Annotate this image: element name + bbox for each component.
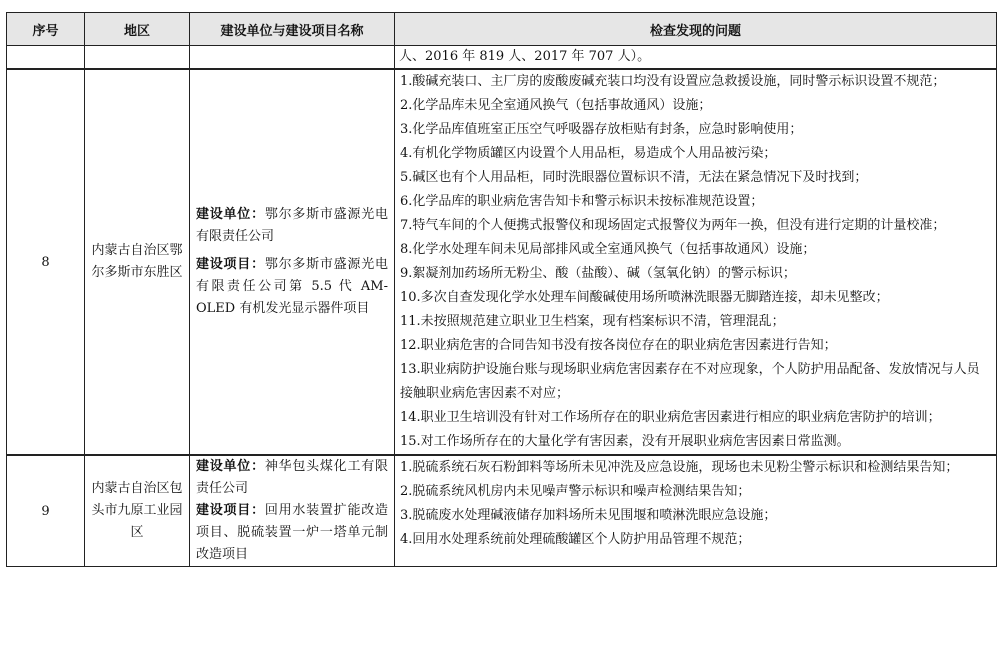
row-number: 9 bbox=[7, 455, 85, 567]
header-region: 地区 bbox=[85, 13, 190, 46]
row-number: 8 bbox=[7, 69, 85, 455]
unit-label: 建设单位： bbox=[196, 207, 265, 222]
project-name: 回用水装置扩能改造项目、脱硫装置一炉一塔单元制改造项目 bbox=[196, 503, 388, 562]
row-unit-project bbox=[190, 455, 395, 567]
project-label: 建设项目： bbox=[196, 257, 265, 272]
header-unit-project: 建设单位与建设项目名称 bbox=[190, 13, 395, 46]
issue-item: 2.脱硫系统风机房内未见噪声警示标识和噪声检测结果告知； bbox=[400, 484, 751, 499]
row-region: 内蒙古自治区鄂尔多斯市东胜区 bbox=[85, 69, 190, 455]
issue-item: 14.职业卫生培训没有针对工作场所存在的职业病危害因素进行相应的职业病危害防护的培训； bbox=[400, 410, 941, 425]
issue-item: 9.絮凝剂加药场所无粉尘、酸（盐酸）、碱（氢氧化钠）的警示标识； bbox=[400, 266, 796, 281]
issue-item: 11.未按照规范建立职业卫生档案，现有档案标识不清，管理混乱； bbox=[400, 314, 785, 329]
issue-item: 1.脱硫系统石灰石粉卸料等场所未见冲洗及应急设施，现场也未见粉尘警示标识和检测结果告知； bbox=[400, 460, 959, 475]
unit-name: 鄂尔多斯市盛源光电有限责任公司 bbox=[196, 207, 388, 244]
issue-item: 6.化学品库的职业病危害告知卡和警示标识未按标准规范设置； bbox=[400, 194, 764, 209]
issue-item: 12.职业病危害的合同告知书没有按各岗位存在的职业病危害因素进行告知； bbox=[400, 338, 837, 353]
issue-item: 2.化学品库未见全室通风换气（包括事故通风）设施； bbox=[400, 98, 712, 113]
issue-item: 15.对工作场所存在的大量化学有害因素，没有开展职业病危害因素日常监测。 bbox=[400, 434, 850, 449]
issue-item: 3.脱硫废水处理碱液储存加料场所未见围堰和喷淋洗眼应急设施； bbox=[400, 508, 777, 523]
continuation-region-cell bbox=[85, 46, 190, 70]
continuation-text: 人、2016 年 819 人、2017 年 707 人）。 bbox=[395, 46, 997, 70]
issue-item: 8.化学水处理车间未见局部排风或全室通风换气（包括事故通风）设施； bbox=[400, 242, 816, 257]
issue-item: 3.化学品库值班室正压空气呼吸器存放柜贴有封条，应急时影响使用； bbox=[400, 122, 803, 137]
continuation-number-cell bbox=[7, 46, 85, 70]
table-row-9 bbox=[7, 455, 997, 567]
row-issues bbox=[395, 69, 997, 455]
row-unit-project bbox=[190, 69, 395, 455]
issue-item: 4.有机化学物质罐区内设置个人用品柜，易造成个人用品被污染； bbox=[400, 146, 777, 161]
row-issues bbox=[395, 455, 997, 567]
header-issues: 检查发现的问题 bbox=[395, 13, 997, 46]
project-name: 鄂尔多斯市盛源光电有限责任公司第 5.5 代 AM-OLED 有机发光显示器件项目 bbox=[196, 257, 388, 316]
inspection-table bbox=[6, 12, 997, 567]
issue-item: 13.职业病防护设施台账与现场职业病危害因素存在不对应现象，个人防护用品配备、发放情况与人员接触职业病危害因素不对应； bbox=[400, 362, 980, 401]
table-header-row bbox=[7, 13, 997, 46]
continuation-unit-cell bbox=[190, 46, 395, 70]
header-number: 序号 bbox=[7, 13, 85, 46]
row-region: 内蒙古自治区包头市九原工业园区 bbox=[85, 455, 190, 567]
issue-item: 5.碱区也有个人用品柜，同时洗眼器位置标识不清，无法在紧急情况下及时找到； bbox=[400, 170, 868, 185]
issue-item: 4.回用水处理系统前处理硫酸罐区个人防护用品管理不规范； bbox=[400, 532, 751, 547]
issue-item: 10.多次自查发现化学水处理车间酸碱使用场所喷淋洗眼器无脚踏连接，却未见整改； bbox=[400, 290, 889, 305]
issue-item: 7.特气车间的个人便携式报警仪和现场固定式报警仪为两年一换，但没有进行定期的计量校准； bbox=[400, 218, 946, 233]
table-row-8 bbox=[7, 69, 997, 455]
continuation-row bbox=[7, 46, 997, 70]
unit-label: 建设单位： bbox=[196, 459, 265, 474]
unit-name: 神华包头煤化工有限责任公司 bbox=[196, 459, 388, 496]
issue-item: 1.酸碱充装口、主厂房的废酸废碱充装口均没有设置应急救援设施，同时警示标识设置不规范； bbox=[400, 74, 946, 89]
project-label: 建设项目： bbox=[196, 503, 265, 518]
